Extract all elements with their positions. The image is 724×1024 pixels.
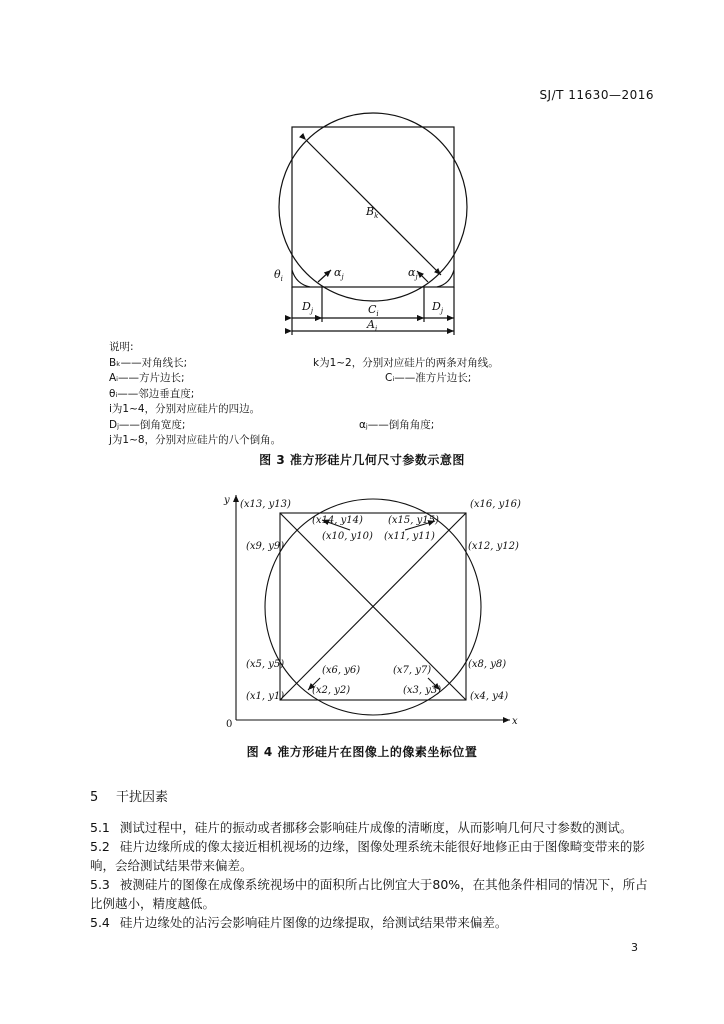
figure-3-caption: 图 3 准方形硅片几何尺寸参数示意图 (259, 453, 465, 467)
label-B: $B_k$ (366, 205, 379, 220)
point-label: (x1, y1) (246, 691, 285, 702)
legend-row: Aᵢ——方片边长; Cᵢ——准方片边长; (109, 372, 472, 384)
point-label: (x12, y12) (468, 541, 519, 552)
label-C: $C_i$ (368, 303, 379, 318)
section-number: 5 (90, 790, 99, 805)
standard-code: SJ/T 11630—2016 (539, 88, 654, 102)
point-label: (x8, y8) (468, 659, 507, 670)
chamfer-arc-left (292, 270, 310, 287)
point-label: (x15, y15) (388, 515, 439, 526)
point-label: (x5, y5) (246, 659, 285, 670)
figure-3-legend (109, 340, 499, 449)
label-A: $A_i$ (367, 318, 378, 333)
axis-y-label: y (224, 495, 230, 506)
point-label: (x11, y11) (384, 531, 435, 542)
point-label: (x9, y9) (246, 541, 285, 552)
point-label: (x6, y6) (322, 665, 361, 676)
paragraph: 5.4 硅片边缘处的沾污会影响硅片图像的边缘提取，给测试结果带来偏差。 (90, 915, 508, 930)
paragraph: 5.2 硅片边缘所成的像太接近相机视场的边缘，图像处理系统未能很好地修正由于图像畸变带来的影响，会给测试结果带来偏差。 (90, 839, 645, 873)
label-alpha-left: $\alpha_j$ (334, 266, 344, 281)
legend-row: j为1~8，分别对应硅片的八个倒角。 (109, 434, 282, 446)
label-theta: $\theta_i$ (274, 268, 283, 283)
point-label: (x10, y10) (322, 531, 373, 542)
section-title: 干扰因素 (116, 790, 169, 805)
point-label: (x14, y14) (312, 515, 363, 526)
point-label: (x3, y3) (403, 685, 442, 696)
legend-row: i为1~4，分别对应硅片的四边。 (109, 403, 261, 415)
legend-row: Dⱼ——倒角宽度; αⱼ——倒角角度; (109, 418, 435, 431)
label-D-left: $D_j$ (302, 300, 313, 315)
legend-title: 说明: (109, 341, 134, 353)
label-D-right: $D_j$ (432, 300, 443, 315)
point-label: (x7, y7) (393, 665, 432, 676)
point-label: (x2, y2) (312, 685, 351, 696)
paragraph: 5.1 测试过程中，硅片的振动或者挪移会影响硅片成像的清晰度，从而影响几何尺寸参数的测试。 (90, 820, 633, 835)
paragraph: 5.3 被测硅片的图像在成像系统视场中的面积所占比例宜大于80%，在其他条件相同的情况下，所占比例越小，精度越低。 (90, 877, 648, 911)
point-label: (x16, y16) (470, 499, 521, 510)
figure-3-diagram (0, 0, 724, 340)
page-number: 3 (631, 941, 638, 954)
figure-4-caption: 图 4 准方形硅片在图像上的像素坐标位置 (246, 745, 478, 759)
figure-4-diagram (0, 480, 724, 740)
section-heading (90, 786, 168, 805)
point-label: (x4, y4) (470, 691, 509, 702)
axis-x-label: x (512, 716, 518, 727)
point-label: (x13, y13) (240, 499, 291, 510)
axis-origin: 0 (226, 719, 233, 730)
label-alpha-right: $\alpha_j$ (408, 266, 418, 281)
legend-row: θᵢ——邻边垂直度; (109, 387, 195, 400)
legend-row: Bₖ——对角线长; k为1~2，分别对应硅片的两条对角线。 (109, 356, 499, 369)
